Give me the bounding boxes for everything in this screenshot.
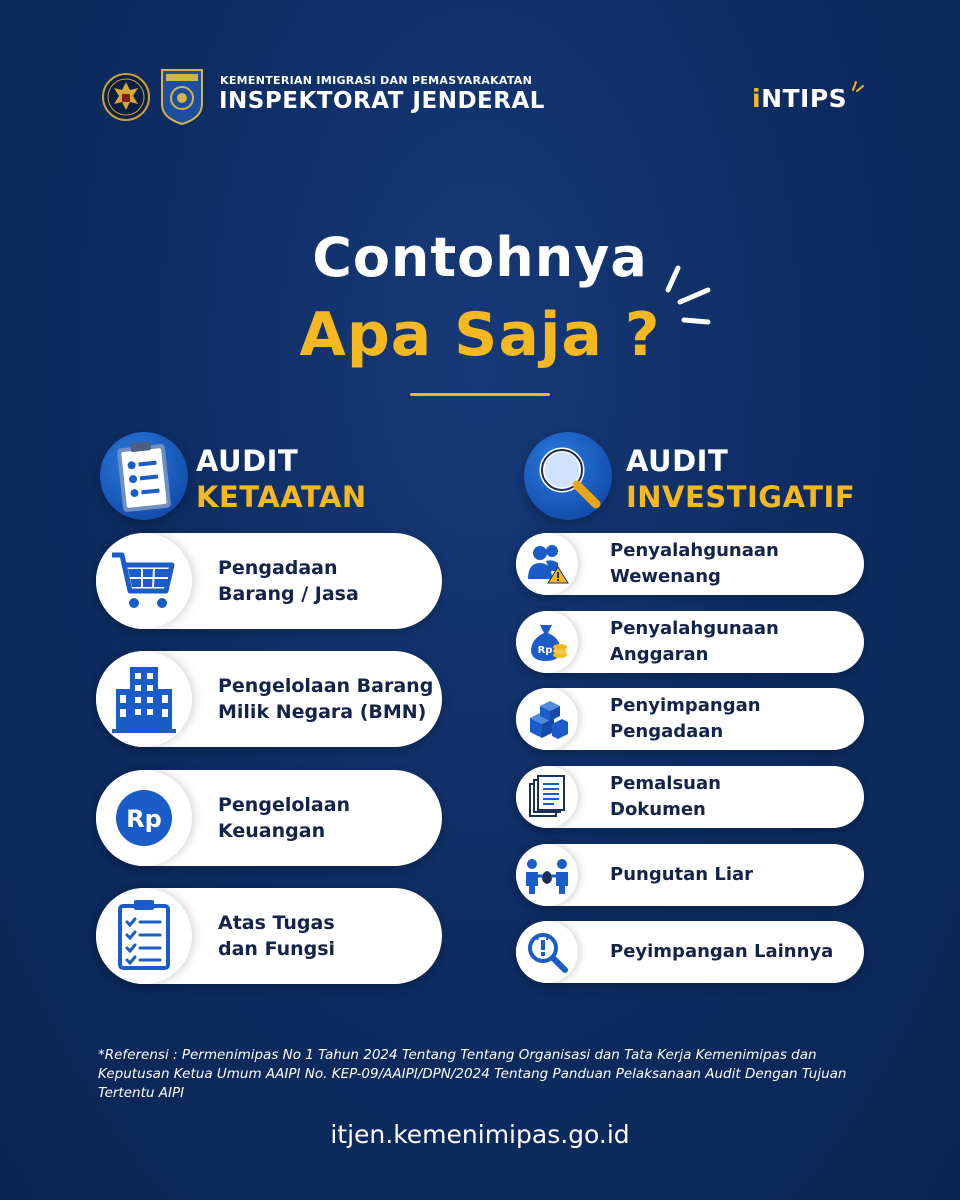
ministry-name: KEMENTERIAN IMIGRASI DAN PEMASYARAKATAN (220, 74, 533, 87)
list-item-lainnya (516, 921, 864, 983)
list-item-pengadaan-inv (516, 688, 864, 750)
checklist-icon (96, 888, 192, 984)
list-item-label: Penyimpangan (610, 695, 761, 716)
reference-note: *Referensi : Permenimipas No 1 Tahun 2024 Tentang Tentang Organisasi dan Tata Kerja Kemenimipas dan Keputusan Ketua Umum AAIPI No. KEP-09/AAIPI/DPN/2024 Tentang Panduan Pelaksanaan Audit Dengan Tujuan Tertentu AIPI (98, 1047, 847, 1101)
list-item-label: Pengadaan (610, 721, 724, 742)
list-item-label: Penyalahgunaan (610, 618, 779, 639)
spark-icon (850, 78, 866, 94)
list-item-label: Atas Tugas (218, 912, 335, 934)
intips-logo-prefix: i (752, 84, 762, 113)
emphasis-lines-icon (660, 262, 716, 332)
list-item-dokumen (516, 766, 864, 828)
clipboard-checklist-icon (100, 432, 188, 520)
list-item-label: Barang / Jasa (218, 583, 359, 605)
intips-logo (752, 84, 847, 113)
list-item-tugas-fungsi (96, 888, 442, 984)
boxes-icon (516, 688, 578, 750)
garuda-emblem-logo (102, 70, 150, 124)
list-item-label: Milik Negara (BMN) (218, 701, 427, 723)
list-item-pengadaan (96, 533, 442, 629)
list-item-label: dan Fungsi (218, 938, 336, 960)
building-icon (96, 651, 192, 747)
list-item-label: Pengelolaan Barang (218, 675, 434, 697)
right-section-title-line1: AUDIT (626, 444, 729, 478)
shopping-cart-icon (96, 533, 192, 629)
right-section-title-line2: INVESTIGATIF (626, 480, 856, 514)
documents-icon (516, 766, 578, 828)
svg-text:Rp: Rp (537, 645, 553, 656)
list-item-keuangan (96, 770, 442, 866)
list-item-label: Wewenang (610, 566, 721, 587)
list-item-pungli (516, 844, 864, 906)
title-divider (410, 393, 550, 396)
inspektorat-badge-logo (158, 66, 206, 126)
list-item-label: Anggaran (610, 644, 709, 665)
left-section-title-line2: KETAATAN (196, 480, 367, 514)
search-alert-icon (516, 921, 578, 983)
people-warning-icon (516, 533, 578, 595)
list-item-wewenang (516, 533, 864, 595)
page-title-line1: Contohnya (312, 226, 648, 289)
list-item-label: Pengadaan (218, 557, 338, 579)
list-item-label: Peyimpangan Lainnya (610, 941, 834, 962)
money-bag-icon (516, 611, 578, 673)
website-link[interactable]: itjen.kemenimipas.go.id (330, 1120, 630, 1149)
list-item-label: Penyalahgunaan (610, 540, 779, 561)
svg-text:Rp: Rp (126, 805, 162, 833)
list-item-label: Pemalsuan (610, 773, 721, 794)
intips-logo-text: NTIPS (761, 84, 848, 113)
list-item-anggaran (516, 611, 864, 673)
list-item-label: Pengelolaan (218, 794, 351, 816)
list-item-label: Pungutan Liar (610, 864, 754, 885)
magnifier-icon (524, 432, 612, 520)
left-section-title-line1: AUDIT (196, 444, 299, 478)
page-title-line2: Apa Saja ? (299, 300, 661, 370)
list-item-label: Dokumen (610, 799, 706, 820)
list-item-label: Keuangan (218, 820, 326, 842)
rupiah-coin-icon (96, 770, 192, 866)
extortion-icon (516, 844, 578, 906)
department-name: INSPEKTORAT JENDERAL (219, 88, 545, 114)
list-item-bmn (96, 651, 442, 747)
